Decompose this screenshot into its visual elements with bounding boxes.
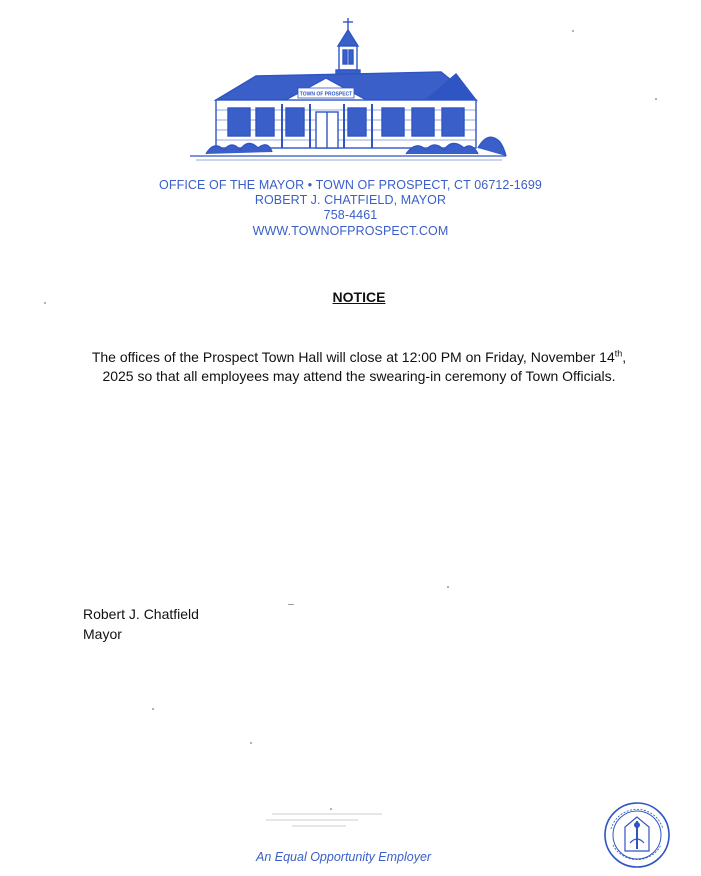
- letterhead-mayor: ROBERT J. CHATFIELD, MAYOR: [254, 193, 447, 208]
- signature-block: [83, 604, 199, 644]
- signature-title: Mayor: [83, 626, 122, 642]
- faint-stamp-icon: [262, 810, 392, 832]
- letterhead-contact: [0, 178, 701, 239]
- notice-body-superscript: th: [614, 348, 623, 359]
- letterhead-phone: 758-4461: [323, 208, 378, 223]
- equal-opportunity-tagline: An Equal Opportunity Employer: [256, 850, 432, 864]
- notice-body-part2: , 2025 so that all employees may attend the swearing-in ceremony of Town Officials.: [102, 349, 627, 384]
- town-hall-illustration: [186, 16, 510, 166]
- notice-body: [86, 348, 632, 386]
- building-sign: TOWN OF PROSPECT: [299, 91, 353, 98]
- letterhead-office: OFFICE OF THE MAYOR • TOWN OF PROSPECT, CT 06712-1699: [159, 178, 542, 192]
- signature-name: Robert J. Chatfield: [83, 606, 199, 622]
- notice-title: NOTICE: [332, 289, 386, 305]
- notice-body-part1: The offices of the Prospect Town Hall will close at 12:00 PM on Friday, November 14: [91, 349, 615, 365]
- letterhead-website: WWW.TOWNOFPROSPECT.COM: [252, 223, 449, 238]
- town-seal-icon: [603, 801, 671, 869]
